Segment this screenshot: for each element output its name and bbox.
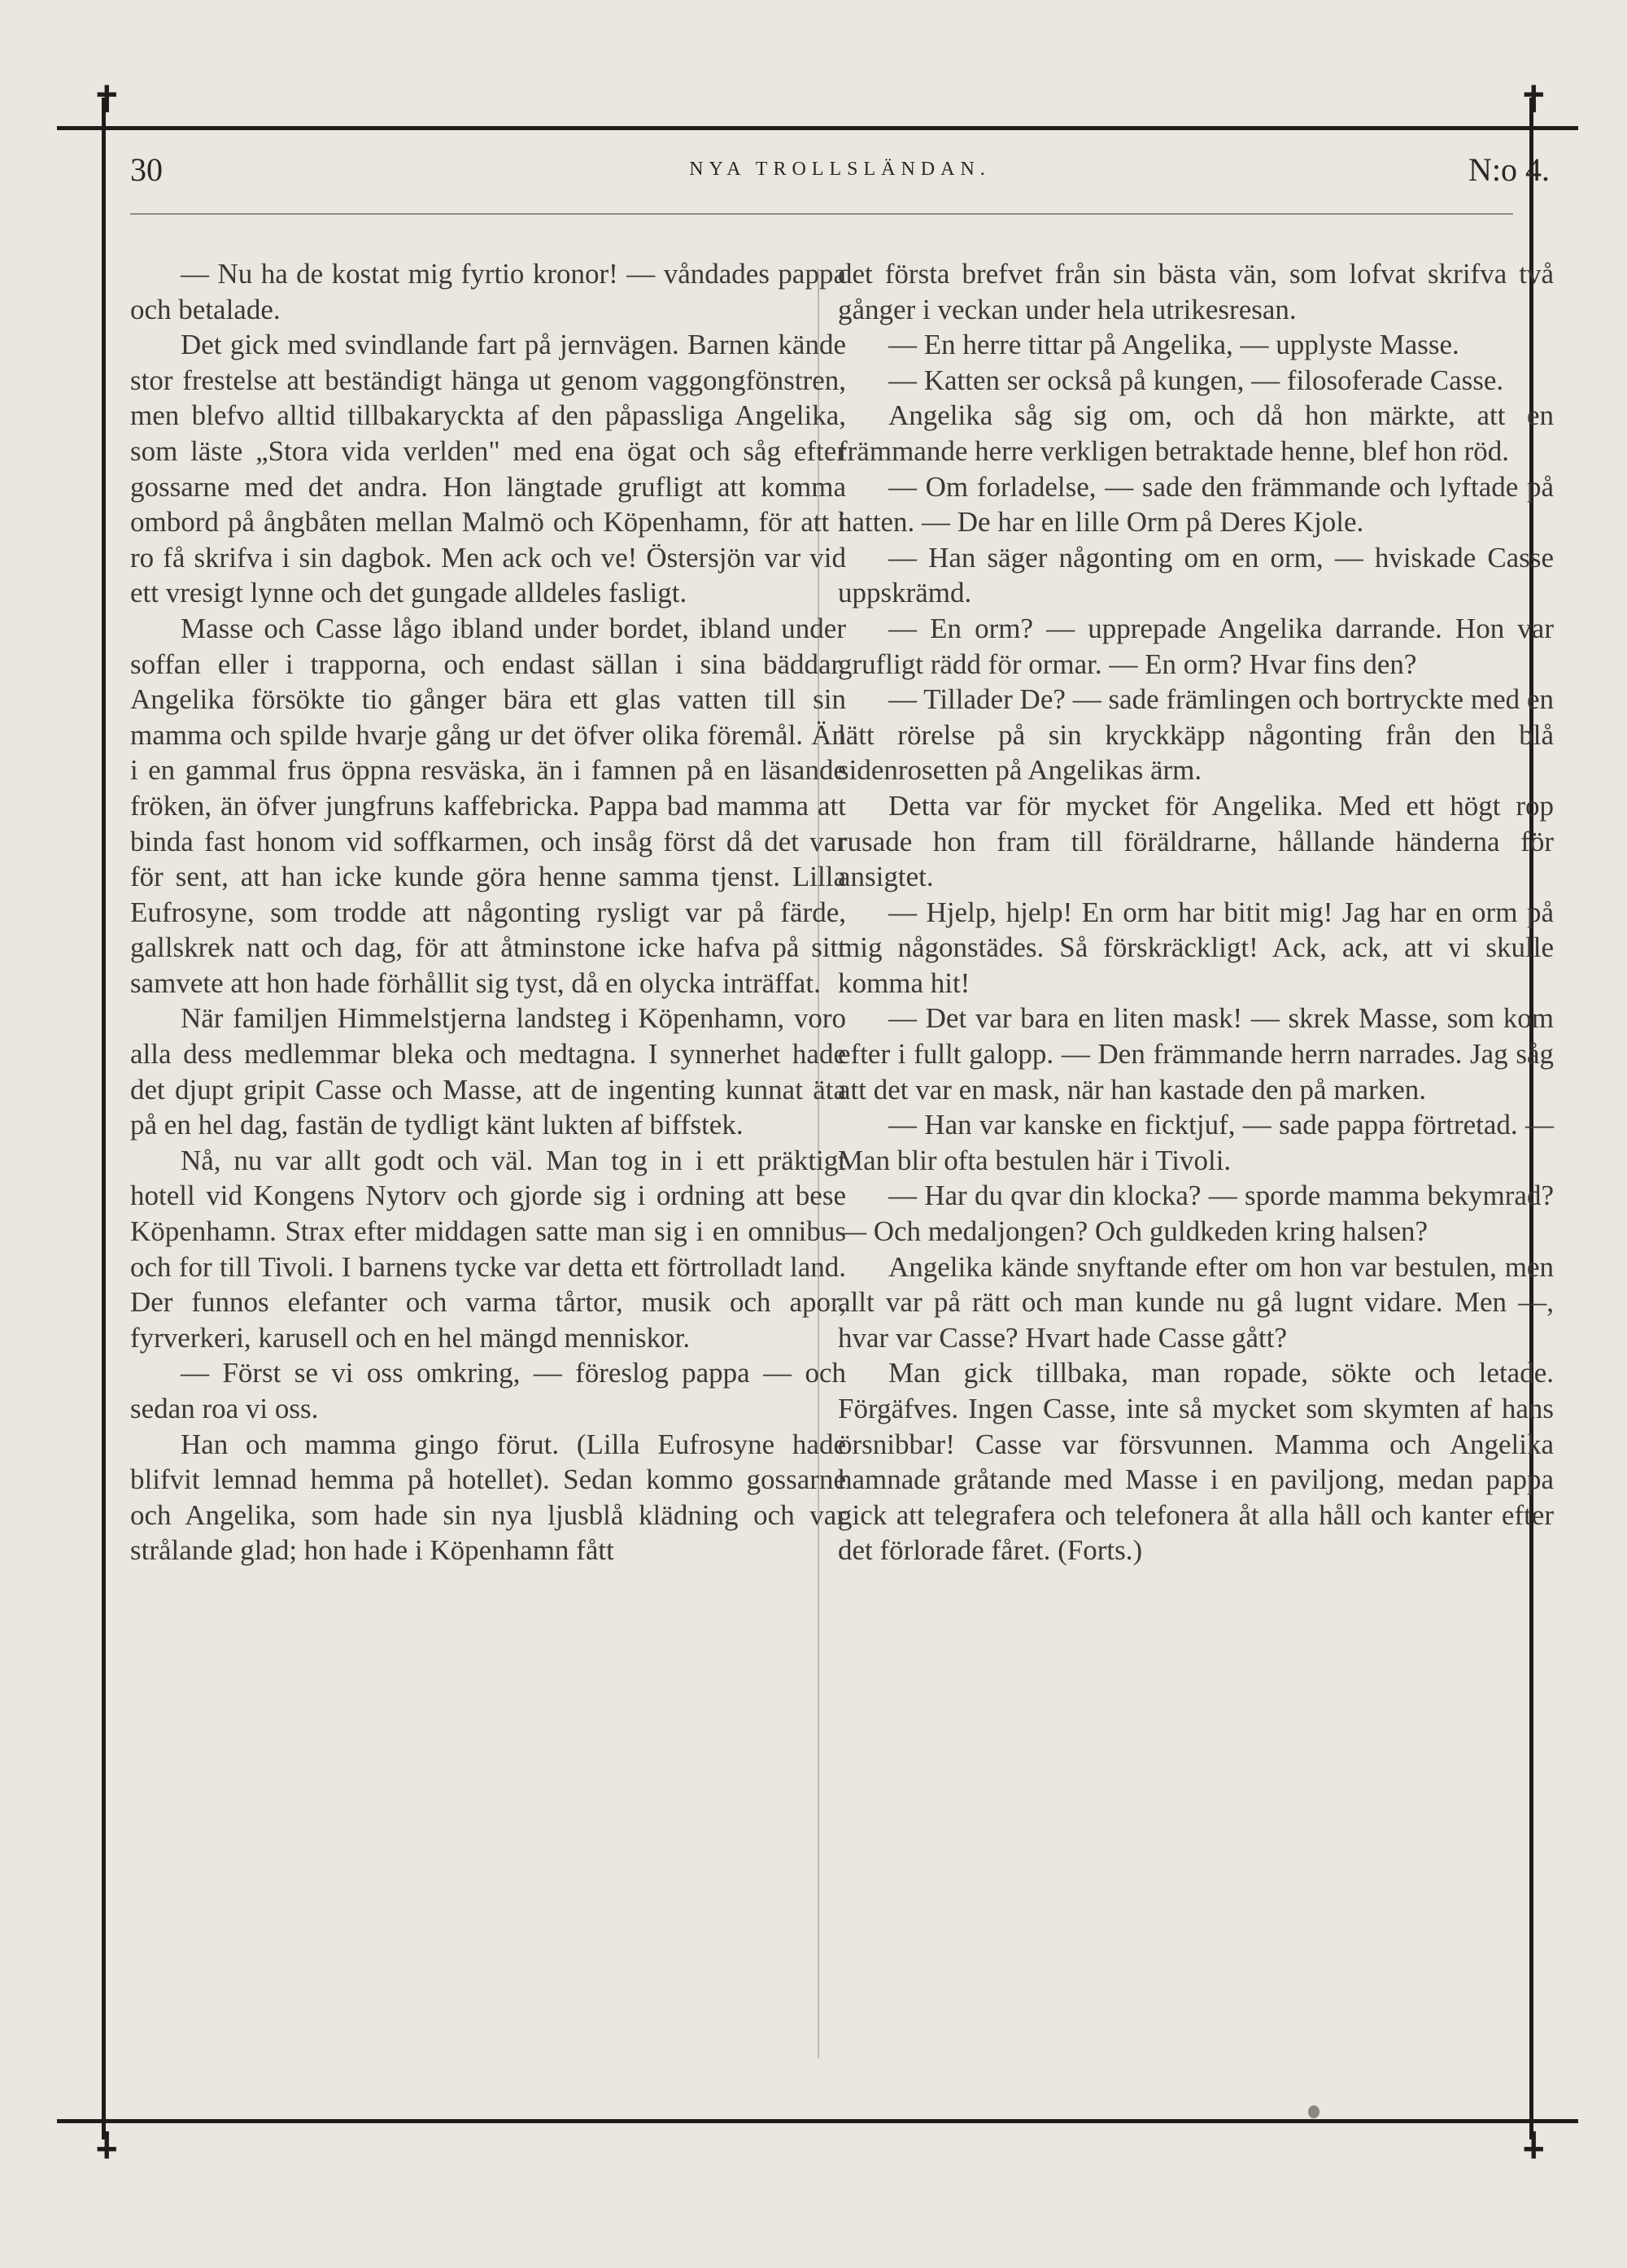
paragraph: När familjen Himmelstjerna landsteg i Köpenhamn, voro alla dess medlemmar bleka och medtagna. I synnerhet hade det djupt gripit Casse och Masse, att de ingenting kunnat äta på en hel dag, fastän de tydligt känt lukten af biffstek. xyxy=(130,1002,846,1141)
paragraph: — Han säger någonting om en orm, — hviskade Casse uppskrämd. xyxy=(838,541,1554,609)
bottom-right-cross-ornament: ✝ xyxy=(1518,2123,1550,2165)
running-title: NYA TROLLSLÄNDAN. xyxy=(689,159,991,180)
paragraph: — Hjelp, hjelp! En orm har bitit mig! Jag har en orm på mig någonstädes. Så förskräckligt! Ack, ack, att vi skulle komma hit! xyxy=(838,896,1554,999)
paragraph: — Han var kanske en ficktjuf, — sade pappa förtretad. — Man blir ofta bestulen här i Tivoli. xyxy=(838,1109,1554,1176)
paragraph: Angelika kände snyftande efter om hon var bestulen, men allt var på rätt och man kunde nu gå lugnt vidare. Men —, hvar var Casse? Hvart hade Casse gått? xyxy=(838,1250,1554,1354)
paragraph: — Nu ha de kostat mig fyrtio kronor! — våndades pappa och betalade. xyxy=(130,258,846,325)
paragraph: Man gick tillbaka, man ropade, sökte och letade. Förgäfves. Ingen Casse, inte så mycket som skymten af hans örsnibbar! Casse var försvunnen. Mamma och Angelika hamnade gråtande med Masse i en paviljong, medan pappa gick att telegrafera och telefonera åt alla håll och kanter efter det förlorade fåret. (Forts.) xyxy=(838,1357,1554,1567)
issue-number: N:o 4. xyxy=(1468,151,1550,188)
paragraph: — En orm? — upprepade Angelika darrande. Hon var grufligt rädd för ormar. — En orm? Hvar fins den? xyxy=(838,612,1554,680)
paragraph: Det gick med svindlande fart på jernvägen. Barnen kände stor frestelse att beständigt hänga ut genom vaggongfönstren, men blefvo alltid tillbakaryckta af den påpassliga Angelika, som läste „Stora vida verlden" med ena ögat och såg efter gossarne med det andra. Hon längtade grufligt att komma ombord på ångbåten mellan Malmö och Köpenhamn, för att i ro få skrifva i sin dagbok. Men ack och ve! Östersjön var vid ett vresigt lynne och det gungade alldeles fasligt. xyxy=(130,329,846,609)
left-border-rule xyxy=(102,98,106,2139)
paragraph: — Katten ser också på kungen, — filosoferade Casse. xyxy=(888,364,1504,396)
top-left-cross-ornament: ✝ xyxy=(91,79,123,120)
page-number: 30 xyxy=(130,151,163,188)
left-column xyxy=(130,256,846,1568)
paragraph: — Har du qvar din klocka? — sporde mamma bekymrad? — Och medaljongen? Och guldkeden kring halsen? xyxy=(838,1180,1554,1248)
bottom-border-rule xyxy=(57,2119,1578,2123)
paragraph: — Det var bara en liten mask! — skrek Masse, som kom efter i fullt galopp. — Den främmande herrn narrades. Jag såg att det var en mask, när han kastade den på marken. xyxy=(838,1002,1554,1106)
paragraph: Angelika såg sig om, och då hon märkte, att en främmande herre verkligen betraktade henne, blef hon röd. xyxy=(838,399,1554,467)
right-column xyxy=(838,256,1554,1568)
ink-speck xyxy=(1308,2105,1319,2118)
paragraph: Han och mamma gingo förut. (Lilla Eufrosyne hade blifvit lemnad hemma på hotellet). Sedan kommo gossarne och Angelika, som hade sin nya ljusblå klädning och var strålande glad; hon hade i Köpenhamn fått xyxy=(130,1428,846,1567)
paragraph: Masse och Casse lågo ibland under bordet, ibland under soffan eller i trapporna, och endast sällan i sina bäddar. Angelika försökte tio gånger bära ett glas vatten till sin mamma och spilde hvarje gång ur det öfver olika föremål. Än i en gammal frus öppna resväska, än i famnen på en läsande fröken, än öfver jungfruns kaffebricka. Pappa bad mamma att binda fast honom vid soffkarmen, och insåg först då det var för sent, att han icke kunde göra henne samma tjenst. Lilla Eufrosyne, som trodde att någonting rysligt var på färde, gallskrek natt och dag, för att åtminstone icke hafva på sitt samvete att hon hade förhållit sig tyst, då en olycka inträffat. xyxy=(130,612,846,999)
top-border-rule xyxy=(57,126,1578,130)
paragraph: det första brefvet från sin bästa vän, som lofvat skrifva två gånger i veckan under hela utrikesresan. xyxy=(838,258,1554,325)
top-right-cross-ornament: ✝ xyxy=(1518,79,1550,120)
running-header xyxy=(130,150,1550,199)
paragraph: Nå, nu var allt godt och väl. Man tog in i ett präktigt hotell vid Kongens Nytorv och gjorde sig i ordning att bese Köpenhamn. Strax efter middagen satte man sig i en omnibus och for till Tivoli. I barnens tycke var detta ett förtrolladt land. Der funnos elefanter och varma tårtor, musik och apor, fyrverkeri, karusell och en hel mängd menniskor. xyxy=(130,1144,846,1354)
paragraph: — Först se vi oss omkring, — föreslog pappa — och sedan roa vi oss. xyxy=(130,1357,846,1424)
bottom-left-cross-ornament: ✝ xyxy=(91,2123,123,2165)
paragraph: — Om forladelse, — sade den främmande och lyftade på hatten. — De har en lille Orm på Deres Kjole. xyxy=(838,470,1554,539)
header-rule xyxy=(130,213,1513,215)
paragraph: — En herre tittar på Angelika, — upplyste Masse. xyxy=(888,329,1459,361)
paragraph: Detta var för mycket för Angelika. Med ett högt rop rusade hon fram till föräldrarne, hållande händerna för ansigtet. xyxy=(838,789,1554,893)
paragraph: — Tillader De? — sade främlingen och bortryckte med en lätt rörelse på sin kryckkäpp någonting från den blå sidenrosetten på Angelikas ärm. xyxy=(838,683,1554,787)
